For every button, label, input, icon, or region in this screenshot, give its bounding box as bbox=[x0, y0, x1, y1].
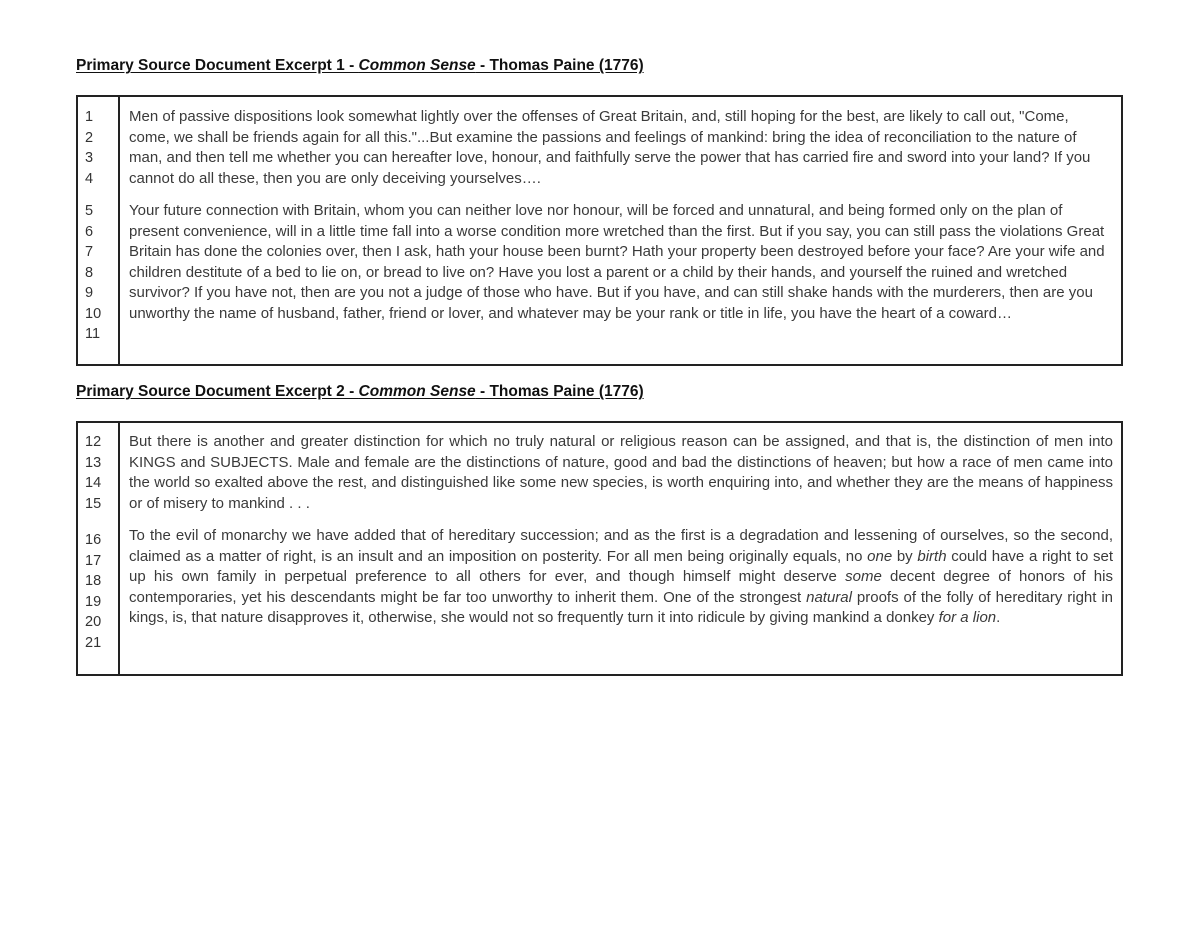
line-number: 15 bbox=[85, 495, 102, 512]
emphasis-some: some bbox=[845, 568, 882, 585]
excerpt1-text bbox=[120, 97, 1121, 364]
text-run: decent degree of honors of his contemporaries, yet his descendants might be far too unworthy to inherit them. One of the strongest bbox=[129, 568, 1113, 606]
text-run: could have a right to set up his own family in perpetual preference to all others for ever, and though himself might deserve bbox=[129, 547, 1113, 585]
excerpt2-box bbox=[76, 421, 1123, 676]
line-number: 20 bbox=[85, 614, 102, 630]
text-run: To the evil of monarchy we have added that of hereditary succession; and as the first is a degradation and lessening of ourselves, so the second, claimed as a matter of right, is an insult and an imposition on posterity. For all men being originally equals, no bbox=[129, 527, 1113, 565]
line-number: 1 bbox=[85, 109, 94, 125]
excerpt1-line-numbers bbox=[78, 97, 120, 364]
line-number: 16 bbox=[85, 532, 102, 548]
text-run: proofs of the folly of hereditary right in kings, is, that nature disapproves it, otherwise, she would not so frequently turn it into ridicule by giving mankind a donkey bbox=[129, 588, 1113, 626]
emphasis-birth: birth bbox=[917, 547, 947, 565]
line-number: 21 bbox=[85, 634, 102, 651]
excerpt2-heading-prefix: Primary Source Document Excerpt 2 - bbox=[76, 383, 359, 400]
line-number: 19 bbox=[85, 593, 102, 610]
emphasis-for-a-lion: for a lion bbox=[938, 609, 997, 626]
excerpt1-heading-author: - Thomas Paine (1776) bbox=[475, 57, 644, 74]
line-number: 8 bbox=[85, 264, 94, 281]
text-run: . bbox=[996, 609, 1001, 626]
line-number: 17 bbox=[85, 552, 102, 569]
line-number: 11 bbox=[85, 326, 101, 342]
line-number: 3 bbox=[85, 150, 94, 166]
excerpt2-line-numbers bbox=[78, 423, 120, 674]
emphasis-one: one bbox=[867, 547, 893, 565]
excerpt2-paragraph-2 bbox=[129, 526, 1113, 629]
excerpt2-paragraph-1: But there is another and greater distinction for which no truly natural or religious reason can be assigned, and that is, the distinction of men into KINGS and SUBJECTS. Male and female are the distinctions of nature, good and bad the distinctions of heaven; but how a race of men came into the world so exalted above the rest, and distinguished like some new species, is worth enquiring into, and whether they are the means of happiness or of misery to mankind . . . bbox=[129, 433, 1113, 512]
excerpt2-heading-author: - Thomas Paine (1776) bbox=[475, 383, 644, 400]
line-number: 2 bbox=[85, 129, 94, 146]
line-number: 9 bbox=[85, 285, 94, 301]
line-number: 18 bbox=[85, 573, 102, 589]
excerpt1-heading bbox=[76, 57, 644, 75]
text-run: by bbox=[892, 547, 918, 565]
excerpt1-paragraph-2: Your future connection with Britain, whom you can neither love nor honour, will be forced and unnatural, and being formed only on the plan of present convenience, will in a little time fall into a worse condition more wretched than the first. But if you say, you can still pass the violations Great Britain has done the colonies over, then I ask, hath your house been burnt? Hath your property been destroyed before your face? Are your wife and children destitute of a bed to lie on, or bread to live on? Have you lost a parent or a child by their hands, and yourself the ruined and wretched survivor? If you have not, then are you not a judge of those who have. But if you have, and can still shake hands with the murderers, then are you unworthy the name of husband, father, friend or lover, and whatever may be your rank or title in life, you have the heart of a coward… bbox=[129, 202, 1105, 322]
excerpt1-box bbox=[76, 95, 1123, 366]
line-number: 10 bbox=[85, 305, 102, 322]
excerpt1-paragraph-1: Men of passive dispositions look somewhat lightly over the offenses of Great Britain, and, still hoping for the best, are likely to call out, "Come, come, we shall be friends again for all this."...But examine the passions and feelings of mankind: bring the idea of reconciliation to the nature of man, and then tell me whether you can hereafter love, honour, and faithfully serve the power that has carried fire and sword into your land? If you cannot do all these, then you are only deceiving yourselves…. bbox=[129, 108, 1091, 187]
line-number: 7 bbox=[85, 244, 94, 260]
excerpt2-heading bbox=[76, 383, 644, 401]
excerpt2-heading-title: Common Sense bbox=[358, 383, 476, 400]
emphasis-natural: natural bbox=[806, 588, 852, 606]
line-number: 14 bbox=[85, 475, 102, 491]
line-number: 4 bbox=[85, 170, 94, 187]
excerpt1-heading-title: Common Sense bbox=[358, 57, 476, 74]
line-number: 5 bbox=[85, 203, 94, 219]
line-number: 12 bbox=[85, 434, 102, 450]
line-number: 13 bbox=[85, 454, 102, 471]
excerpt1-heading-prefix: Primary Source Document Excerpt 1 - bbox=[76, 57, 359, 74]
line-number: 6 bbox=[85, 223, 94, 240]
excerpt2-text bbox=[120, 423, 1121, 674]
